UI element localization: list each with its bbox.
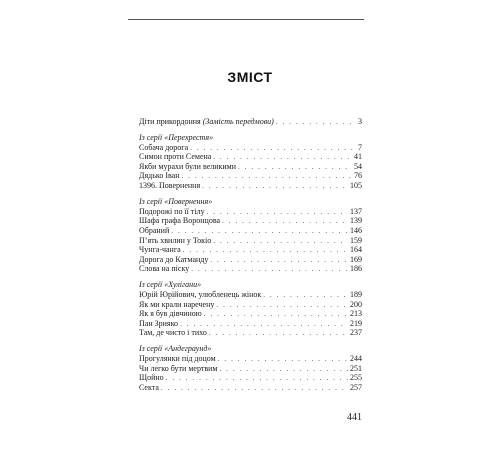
- toc-entry: [139, 328, 362, 338]
- toc-section-heading: Із серії «Хулігани»: [139, 279, 202, 289]
- toc-section-povernennia: [139, 197, 362, 274]
- toc-entry: [139, 152, 362, 162]
- dot-leader: [207, 208, 348, 218]
- toc-entry-label: Прогулянки під доцом: [139, 354, 216, 364]
- toc-entry-label: Як я був дівчиною: [139, 309, 202, 319]
- toc-entry: [139, 309, 362, 319]
- toc-entry-page: 3: [358, 117, 362, 126]
- top-rule-divider: [128, 19, 364, 20]
- toc-section-andegraund: [139, 344, 362, 392]
- dot-leader: [276, 118, 356, 128]
- toc-entry-page: 251: [350, 363, 362, 373]
- toc-section-perekhrestia: [139, 133, 362, 191]
- toc-entry-label: Симон проти Семена: [139, 152, 212, 162]
- toc-section-heading: Із серії «Андеграунд»: [139, 343, 212, 353]
- toc-entry-page: 164: [350, 245, 362, 255]
- toc-entry: [139, 300, 362, 310]
- toc-entry-page: 186: [350, 264, 362, 274]
- toc-entry: [139, 255, 362, 265]
- toc-entry: [139, 383, 362, 393]
- toc-entry-page: 41: [354, 152, 362, 162]
- dot-leader: [213, 237, 348, 247]
- toc-entry-label: Якби мурахи були великими: [139, 161, 237, 171]
- page-number: 441: [347, 412, 362, 423]
- dot-leader: [204, 310, 348, 320]
- toc-entry-label: Чунга-чанга: [139, 245, 181, 255]
- toc-entry-label: Шафа графа Воронцова: [139, 216, 221, 226]
- dot-leader: [219, 365, 348, 375]
- toc-entry-page: 105: [350, 181, 362, 191]
- toc-entry: [139, 245, 362, 255]
- toc-entry-page: 169: [350, 254, 362, 264]
- dot-leader: [210, 256, 348, 266]
- toc-entry-label: Секта: [139, 382, 159, 392]
- toc-entry-page: 213: [350, 309, 362, 319]
- toc-entry: [139, 290, 362, 300]
- toc-entry: [139, 373, 362, 383]
- toc-entry-intro: [139, 117, 362, 127]
- toc-entry-page: 200: [350, 299, 362, 309]
- dot-leader: [166, 374, 348, 384]
- toc-entry: [139, 236, 362, 246]
- toc-entry-label: Чи легко бути мертвим: [139, 363, 218, 373]
- toc-entry: [139, 364, 362, 374]
- toc-entry-page: 137: [350, 206, 362, 216]
- toc-entry: [139, 207, 362, 217]
- dot-leader: [216, 301, 348, 311]
- toc-entry-label: Пан Зрияко: [139, 318, 179, 328]
- dot-leader: [190, 144, 356, 154]
- dot-leader: [202, 182, 348, 192]
- toc-entry: [139, 226, 362, 236]
- toc-entry-page: 54: [354, 161, 362, 171]
- toc-section-khuligany: [139, 280, 362, 338]
- toc-entry: [139, 171, 362, 181]
- toc-entry-label: Собача дорога: [139, 142, 189, 152]
- toc-entry-page: 257: [350, 382, 362, 392]
- toc-entry-label: Подорожі по її тілу: [139, 206, 205, 216]
- toc-section-heading: Із серії «Повернення»: [139, 196, 213, 206]
- toc-entry: [139, 216, 362, 226]
- toc-entry-label: Обраний: [139, 225, 170, 235]
- toc-entry-label: Слова на піску: [139, 264, 190, 274]
- dot-leader: [182, 172, 352, 182]
- toc-entry-page: 237: [350, 328, 362, 338]
- toc-entry-label: Юрій Юрійович, улюбленець жінок: [139, 290, 262, 299]
- toc-entry-page: 189: [350, 290, 362, 299]
- toc-entry-label: Щойно: [139, 373, 164, 383]
- toc-entry: [139, 162, 362, 172]
- toc-entry: [139, 264, 362, 274]
- toc-entry-page: 244: [350, 354, 362, 364]
- dot-leader: [263, 291, 348, 301]
- toc-entry-page: 7: [358, 142, 362, 152]
- dot-leader: [209, 329, 348, 339]
- toc-entry-label: Як ми крали наречену: [139, 299, 215, 309]
- toc-entry: [139, 319, 362, 329]
- dot-leader: [191, 265, 348, 275]
- toc-entry-label: 1396. Повернення: [139, 181, 201, 191]
- toc-section-heading: Із серії «Перехрестя»: [139, 132, 214, 142]
- toc-entry-page: 255: [350, 373, 362, 383]
- dot-leader: [222, 217, 348, 227]
- toc-entry-label: Діти прикордоння (Замість передмови): [139, 117, 274, 126]
- dot-leader: [238, 163, 352, 173]
- toc-entry-label: Дядько Іван: [139, 171, 180, 181]
- page-title: ЗМІСТ: [227, 69, 273, 85]
- toc-entry-label: П’ять хвилин у Токіо: [139, 235, 212, 245]
- toc-entry-page: 159: [350, 235, 362, 245]
- dot-leader: [218, 355, 348, 365]
- toc-entry: [139, 143, 362, 153]
- toc-entry-page: 219: [350, 318, 362, 328]
- toc-entry-label: Там, де чисто і тихо: [139, 328, 207, 338]
- toc-entry-page: 146: [350, 225, 362, 235]
- toc-entry-label: Дорога до Катманду: [139, 254, 209, 264]
- toc-entry-page: 76: [354, 171, 362, 181]
- table-of-contents: [139, 117, 362, 392]
- toc-entry-page: 139: [350, 216, 362, 226]
- dot-leader: [161, 384, 348, 394]
- toc-entry: [139, 181, 362, 191]
- toc-entry: [139, 354, 362, 364]
